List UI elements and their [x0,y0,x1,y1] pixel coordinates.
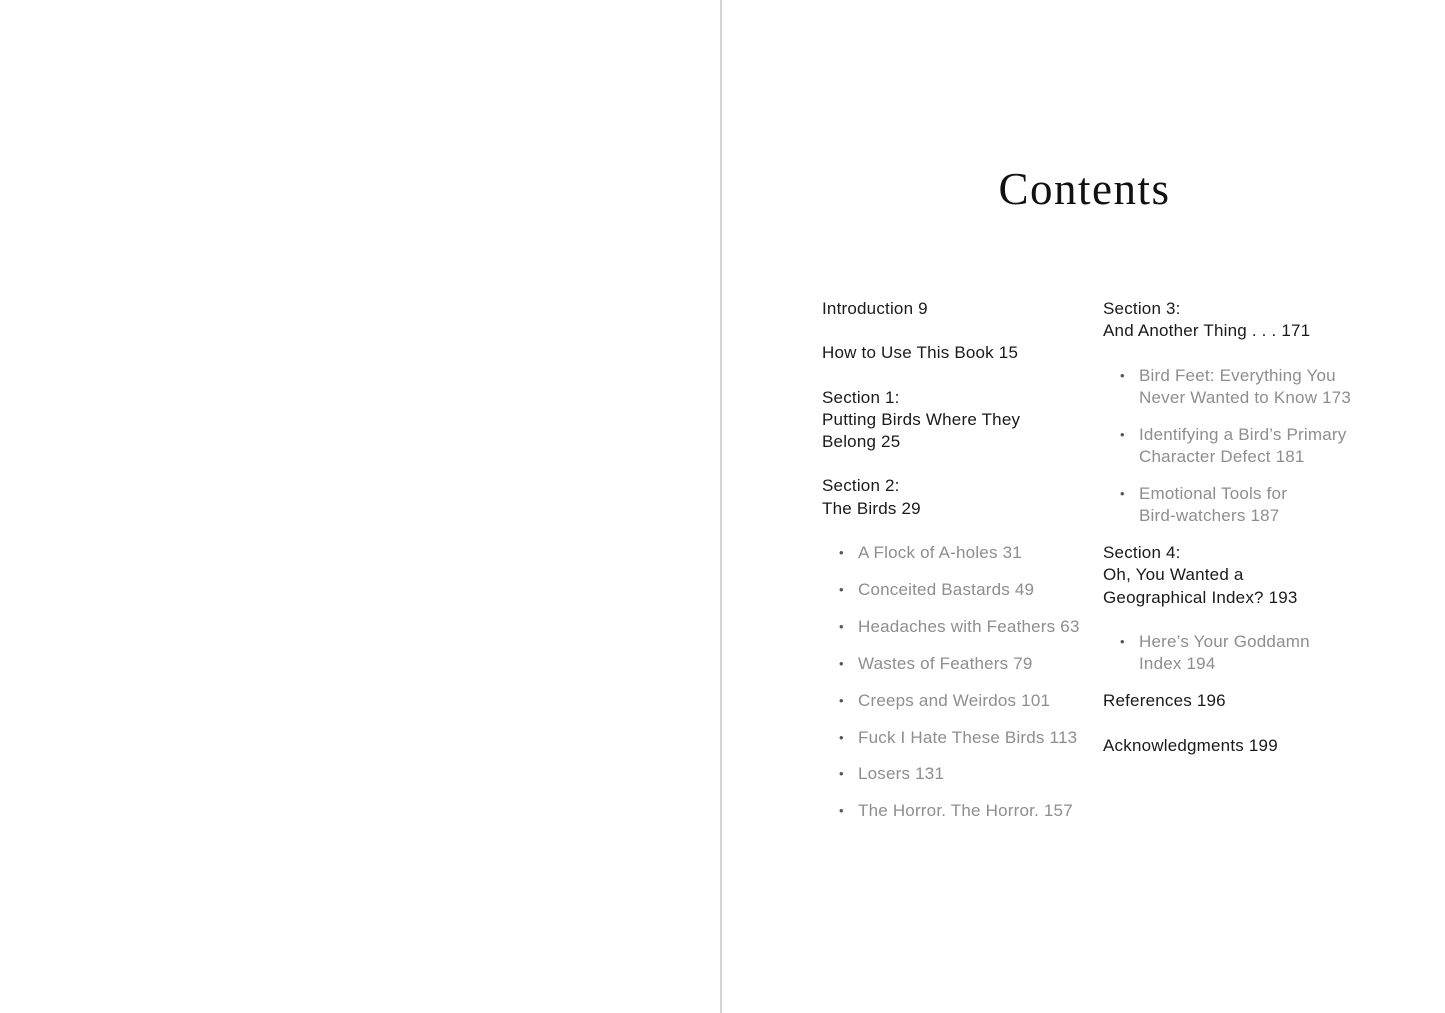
toc-entry-line: Introduction 9 [822,299,928,318]
toc-entry-line: References 196 [1103,691,1226,711]
toc-subitem-line: Emotional Tools for [1139,483,1288,503]
toc-entry-line: Geographical Index? 193 [1103,587,1298,607]
toc-entry-line: Section 1: [822,387,900,407]
toc-entry-line: Acknowledgments 199 [1103,735,1278,755]
toc-entry-section-1 [822,387,1092,454]
bullet-icon: • [1120,426,1125,442]
toc-subitem [822,727,1092,749]
toc-subitem [822,579,1092,601]
toc-subitem-line: Character Defect 181 [1139,447,1305,467]
bullet-icon: • [839,692,844,708]
page-title: Contents [998,164,1171,214]
toc-entry-line: And Another Thing . . . 171 [1103,321,1311,341]
bullet-icon: • [839,581,844,597]
toc-entry-line: Putting Birds Where They [822,409,1021,429]
toc-entry-line: Section 3: [1103,299,1181,318]
bullet-icon: • [839,545,844,561]
toc-subitem-line: Conceited Bastards 49 [858,579,1035,599]
toc-entry-references [1103,690,1403,712]
bullet-icon: • [839,655,844,671]
bullet-icon: • [839,618,844,634]
bullet-icon: • [839,803,844,819]
toc-subitem-line: Creeps and Weirdos 101 [858,690,1051,710]
toc-subitem [822,616,1092,638]
toc-subitem-line: Headaches with Feathers 63 [858,616,1080,636]
toc-column-left [822,298,1092,845]
toc-subitem [1103,483,1403,528]
toc-subitem-line: Wastes of Feathers 79 [858,653,1033,673]
toc-subitem [822,653,1092,675]
left-page-blank [0,0,720,1013]
toc-subitem-line: Bird-watchers 187 [1139,506,1280,526]
toc-subitem [822,542,1092,564]
toc-subitem [1103,631,1403,676]
toc-entry-line: How to Use This Book 15 [822,343,1019,363]
toc-entry-section-2 [822,475,1092,520]
toc-subitem-line: Never Wanted to Know 173 [1139,387,1352,407]
toc-subitem-line: Bird Feet: Everything You [1139,365,1336,385]
bullet-icon: • [839,729,844,745]
toc-subitem-line: The Horror. The Horror. 157 [858,801,1073,821]
toc-entry-acknowledgments [1103,735,1403,757]
toc-subitem-line: Fuck I Hate These Birds 113 [858,727,1078,747]
section-4-chapter-list [1103,631,1403,676]
toc-subitem-line: Index 194 [1139,654,1216,674]
toc-subitem-line: Here’s Your Goddamn [1139,632,1310,652]
bullet-icon: • [1120,485,1125,501]
toc-entry-line: Section 2: [822,476,900,496]
right-page [722,0,1445,1013]
toc-subitem [822,800,1092,822]
toc-subitem-line: Identifying a Bird’s Primary [1139,424,1347,444]
toc-entry-line: Section 4: [1103,543,1181,563]
toc-subitem [822,763,1092,785]
toc-entry-line: The Birds 29 [822,498,921,518]
bullet-icon: • [1120,367,1125,383]
bullet-icon: • [1120,634,1125,650]
toc-entry-line: Oh, You Wanted a [1103,565,1244,585]
toc-subitem [1103,365,1403,410]
toc-subitem [1103,424,1403,469]
toc-subitem-line: A Flock of A-holes 31 [858,543,1022,563]
toc-subitem [822,690,1092,712]
toc-column-right [1103,298,1403,779]
toc-subitem-line: Losers 131 [858,764,945,784]
toc-entry-line: Belong 25 [822,432,901,452]
toc-entry-how-to-use [822,342,1092,364]
bullet-icon: • [839,766,844,782]
section-2-chapter-list [822,542,1092,823]
toc-entry-section-3 [1103,298,1403,343]
toc-entry-introduction [822,298,1092,320]
toc-entry-section-4 [1103,542,1403,609]
section-3-chapter-list [1103,365,1403,528]
